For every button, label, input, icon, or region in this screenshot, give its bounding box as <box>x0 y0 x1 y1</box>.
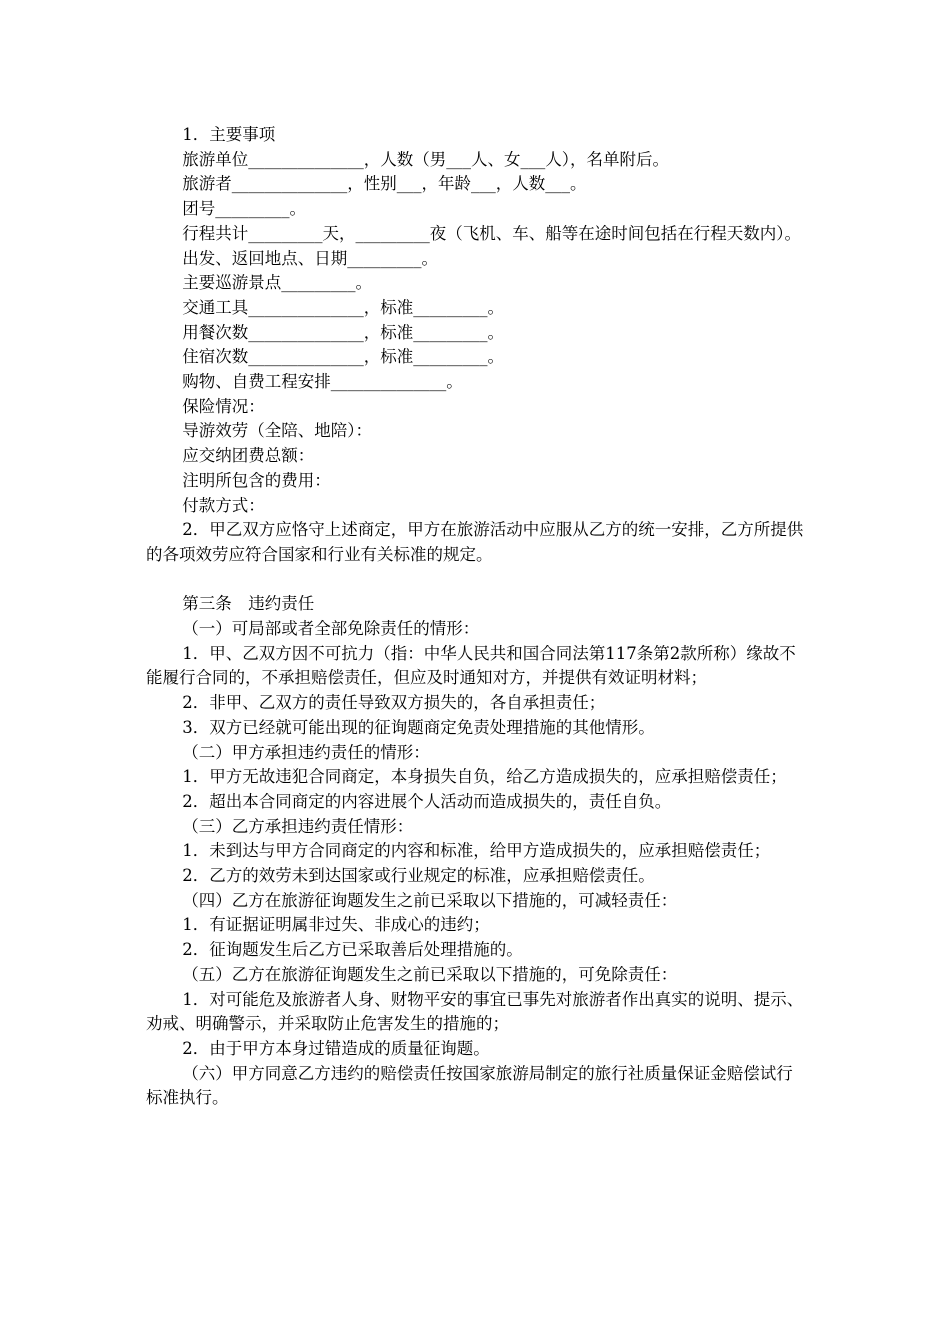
subsection-exempt-liability: （五）乙方在旅游征询题发生之前已采取以下措施的，可免除责任： <box>182 964 678 984</box>
clause-party-a-fault: 2．由于甲方本身过错造成的质量征询题。 <box>182 1039 490 1058</box>
subsection-party-a-liability: （二）甲方承担违约责任的情形： <box>182 742 430 762</box>
field-tour-unit: 旅游单位______________，人数（男___人、女___人），名单附后。 <box>182 149 670 169</box>
field-included-costs: 注明所包含的费用： <box>182 470 331 490</box>
field-shopping: 购物、自费工程安排______________。 <box>182 372 463 392</box>
clause-a-breach: 1．甲方无故违犯合同商定，本身损失自负，给乙方造成损失的，应承担赔偿责任； <box>182 767 787 787</box>
subsection-reduced-liability: （四）乙方在旅游征询题发生之前已采取以下措施的，可减轻责任： <box>182 890 678 910</box>
clause-non-party-loss: 2．非甲、乙双方的责任导致双方损失的，各自承担责任； <box>182 693 606 713</box>
field-meals: 用餐次数______________，标准_________。 <box>182 322 505 342</box>
field-departure-return: 出发、返回地点、日期_________。 <box>182 248 439 268</box>
paragraph-spacer <box>146 568 806 593</box>
subsection-exemption: （一）可局部或者全部免除责任的情形： <box>182 619 480 639</box>
article-three-heading: 第三条 违约责任 <box>182 594 315 614</box>
clause-no-fault: 1．有证据证明属非过失、非成心的违约； <box>182 915 490 935</box>
clause-b-service-unmet: 2．乙方的效劳未到达国家或行业规定的标准，应承担赔偿责任。 <box>182 866 655 886</box>
subsection-compensation-standard: （六）甲方同意乙方违约的赔偿责任按国家旅游局制定的旅行社质量保证金赔偿试行标准执行。 <box>146 1063 793 1108</box>
subsection-party-b-liability: （三）乙方承担违约责任情形： <box>182 816 414 836</box>
clause-compliance: 2．甲乙双方应恪守上述商定，甲方在旅游活动中应服从乙方的统一安排，乙方所提供的各项效劳应符合国家和行业有关标准的规定。 <box>146 520 804 564</box>
field-lodging: 住宿次数______________，标准_________。 <box>182 347 505 367</box>
field-transport: 交通工具______________，标准_________。 <box>182 297 505 317</box>
field-payment-method: 付款方式： <box>182 495 265 515</box>
field-total-fee: 应交纳团费总额： <box>182 446 315 466</box>
document-page <box>146 123 806 1111</box>
field-sights: 主要巡游景点_________。 <box>182 273 373 293</box>
field-insurance: 保险情况： <box>182 396 265 416</box>
field-group-number: 团号_________。 <box>182 199 307 219</box>
clause-prior-warning: 1．对可能危及旅游者人身、财物平安的事宜已事先对旅游者作出真实的说明、提示、劝戒、明确警示，并采取防止危害发生的措施的； <box>146 989 804 1034</box>
field-guide-service: 导游效劳（全陪、地陪）： <box>182 421 373 441</box>
field-traveler: 旅游者______________，性别___，年龄___，人数___。 <box>182 174 587 194</box>
clause-b-standard-unmet: 1．未到达与甲方合同商定的内容和标准，给甲方造成损失的，应承担赔偿责任； <box>182 841 771 861</box>
item-main-heading: 1．主要事项 <box>182 125 276 144</box>
field-itinerary-length: 行程共计_________天，_________夜（飞机、车、船等在途时间包括在行程天数内）。 <box>182 223 802 243</box>
clause-agreed-exemption: 3．双方已经就可能出现的征询题商定免责处理措施的其他情形。 <box>182 717 655 737</box>
clause-remedial-measures: 2．征询题发生后乙方已采取善后处理措施的。 <box>182 940 523 960</box>
clause-force-majeure: 1．甲、乙双方因不可抗力（指：中华人民共和国合同法第117条第2款所称）缘故不能履行合同的，不承担赔偿责任，但应及时通知对方，并提供有效证明材料； <box>146 643 796 688</box>
clause-a-personal-activity: 2．超出本合同商定的内容进展个人活动而造成损失的，责任自负。 <box>182 791 672 811</box>
